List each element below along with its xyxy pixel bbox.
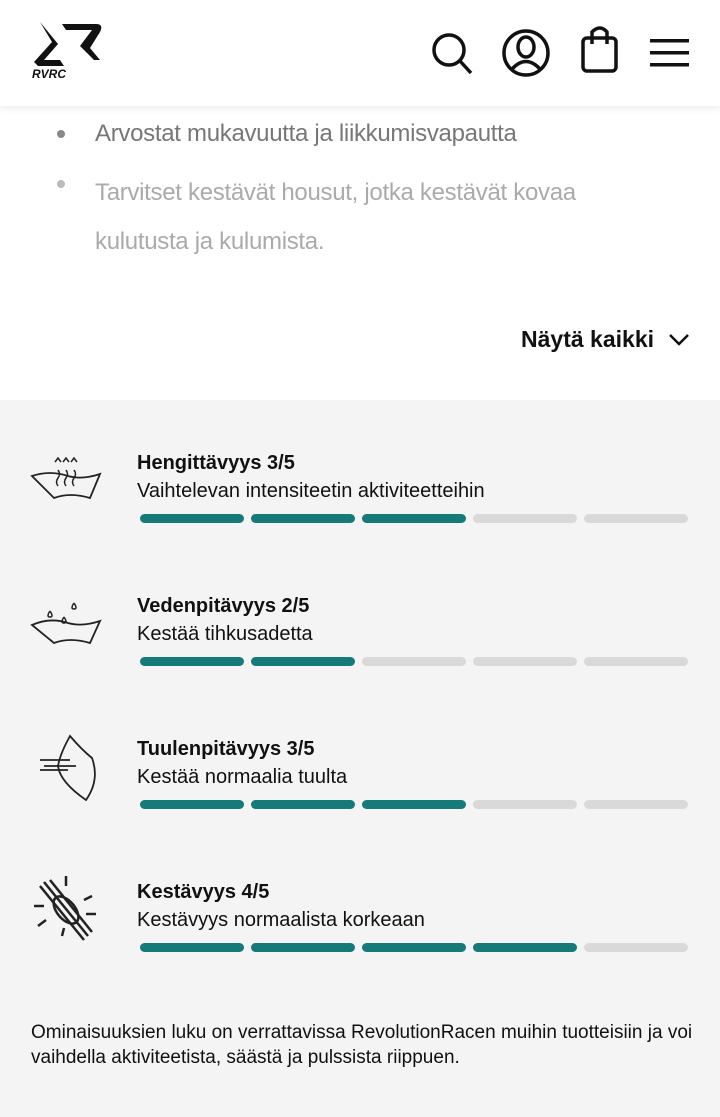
feature-title: Kestävyys 4/5 xyxy=(137,881,270,903)
show-all-button[interactable] xyxy=(521,326,690,353)
rating-bar xyxy=(140,657,688,666)
rating-segment xyxy=(140,943,244,952)
search-icon[interactable] xyxy=(430,28,474,81)
durability-icon xyxy=(30,874,102,951)
rating-segment xyxy=(362,514,466,523)
feature-description: Vaihtelevan intensiteetin aktiviteetteihin xyxy=(137,480,485,502)
menu-icon[interactable] xyxy=(650,38,690,73)
chevron-down-icon xyxy=(668,333,690,347)
feature-description: Kestää normaalia tuulta xyxy=(137,766,348,788)
rating-bar xyxy=(140,514,688,523)
rating-segment xyxy=(140,514,244,523)
rating-segment xyxy=(362,800,466,809)
rating-segment xyxy=(251,657,355,666)
svg-text:RVRC: RVRC xyxy=(32,67,67,81)
rating-segment xyxy=(584,657,688,666)
breathability-icon xyxy=(30,456,102,511)
feature-description: Kestävyys normaalista korkeaan xyxy=(137,909,425,931)
rating-segment xyxy=(251,943,355,952)
rvrc-logo[interactable] xyxy=(30,20,105,87)
rating-segment xyxy=(584,943,688,952)
rating-bar xyxy=(140,800,688,809)
rating-segment xyxy=(251,800,355,809)
rating-segment xyxy=(473,514,577,523)
ratings-note: Ominaisuuksien luku on verrattavissa RevolutionRacen muihin tuotteisiin ja voi vaihdella aktiviteetista, säästä ja pulssista riippuen. xyxy=(31,1022,693,1068)
windproof-icon xyxy=(30,730,102,807)
rating-segment xyxy=(140,657,244,666)
bullet-item: Tarvitset kestävät housut, jotka kestävät kovaa kulutusta ja kulumista. xyxy=(95,179,576,255)
rating-segment xyxy=(473,800,577,809)
bullet-dot xyxy=(57,130,65,138)
rating-bar xyxy=(140,943,688,952)
rating-segment xyxy=(362,657,466,666)
feature-title: Vedenpitävyys 2/5 xyxy=(137,595,310,617)
header xyxy=(0,0,720,106)
rating-segment xyxy=(584,800,688,809)
feature-title: Hengittävyys 3/5 xyxy=(137,452,295,474)
waterproof-icon xyxy=(30,597,102,652)
product-description xyxy=(0,106,720,400)
rating-segment xyxy=(473,657,577,666)
rating-segment xyxy=(251,514,355,523)
rating-segment xyxy=(584,514,688,523)
feature-description: Kestää tihkusadetta xyxy=(137,623,313,645)
bullet-item: Arvostat mukavuutta ja liikkumisvapautta xyxy=(95,120,517,147)
rating-segment xyxy=(140,800,244,809)
rating-segment xyxy=(473,943,577,952)
bag-icon[interactable] xyxy=(580,24,620,79)
feature-title: Tuulenpitävyys 3/5 xyxy=(137,738,315,760)
account-icon[interactable] xyxy=(502,28,550,83)
bullet-dot xyxy=(57,180,65,188)
rating-segment xyxy=(362,943,466,952)
show-all-label: Näytä kaikki xyxy=(521,326,654,352)
